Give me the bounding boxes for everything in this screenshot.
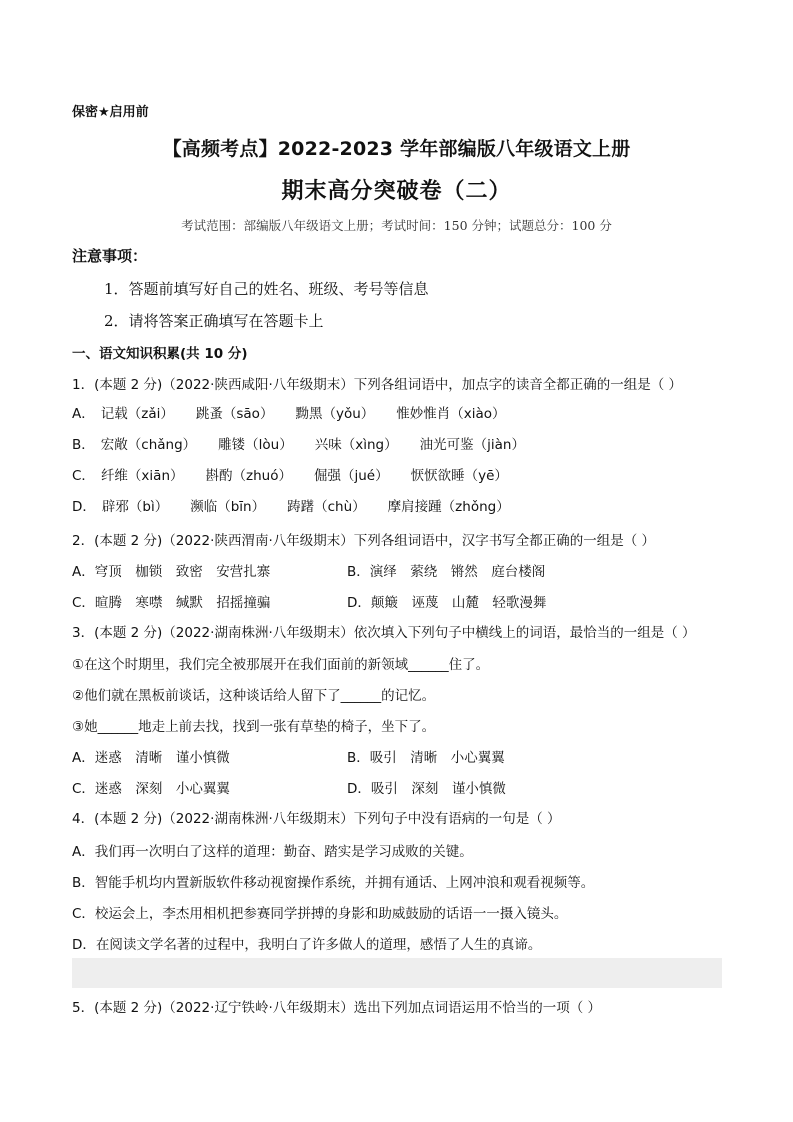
question-3-stem: 3．(本题 2 分)（2022·湖南株洲·八年级期末）依次填入下列句子中横线上的词语，最恰当的一组是（ ） [72, 625, 696, 641]
question-1-option-d [72, 495, 532, 515]
question-3-sentence-2: ②他们就在黑板前谈话，这种谈话给人留下了______的记忆。 [72, 688, 436, 704]
question-4-option-c: C．校运会上，李杰用相机把参赛同学拼搏的身影和助威鼓励的话语一一摄入镜头。 [72, 906, 568, 922]
question-3-option-b: B．吸引 清晰 小心翼翼 [347, 750, 505, 766]
question-3-option-a: A．迷惑 清晰 谨小慎微 [72, 750, 230, 766]
option-word: 惟妙惟肖（xiào） [396, 406, 506, 422]
question-1-option-c [72, 464, 530, 484]
question-2-option-a: A．穹顶 枷锁 致密 安营扎寨 [72, 564, 271, 580]
option-letter: B． [72, 437, 95, 453]
option-word: 纤维（xiān） [100, 468, 184, 484]
question-2-option-d: D．颠簸 诬蔑 山麓 轻歌漫舞 [347, 595, 547, 611]
question-4-option-a: A．我们再一次明白了这样的道理：勤奋、踏实是学习成败的关键。 [72, 844, 473, 860]
option-word: 兴味（xìng） [314, 437, 398, 453]
option-letter: A． [72, 406, 95, 422]
exam-title: 【高频考点】2022-2023 学年部编版八年级语文上册 [162, 138, 631, 160]
exam-subtitle: 期末高分突破卷（二） [281, 179, 512, 204]
placeholder-bar [72, 958, 722, 988]
question-4-stem: 4．(本题 2 分)（2022·湖南株洲·八年级期末）下列句子中没有语病的一句是（ ） [72, 811, 561, 827]
question-3-option-c: C．迷惑 深刻 小心翼翼 [72, 781, 230, 797]
question-3-option-d: D．吸引 深刻 谨小慎微 [347, 781, 506, 797]
notice-title: 注意事项： [72, 247, 148, 265]
question-2-option-c: C．暄腾 寒噤 缄默 招摇撞骗 [72, 595, 271, 611]
option-word: 辟邪（bì） [101, 499, 169, 515]
confidential-label: 保密★启用前 [72, 105, 149, 120]
question-4-option-b: B．智能手机均内置新版软件移动视窗操作系统，并拥有通话、上网冲浪和观看视频等。 [72, 875, 595, 891]
option-word: 油光可鉴（jiàn） [419, 437, 525, 453]
option-word: 记载（zǎi） [100, 406, 174, 422]
option-letter: D． [72, 499, 96, 515]
question-1-option-b [72, 433, 547, 453]
question-3-sentence-1: ①在这个时期里，我们完全被那展开在我们面前的新领域______住了。 [72, 657, 490, 673]
exam-info: 考试范围：部编版八年级语文上册；考试时间：150 分钟；试题总分：100 分 [181, 218, 612, 233]
notice-item: 2．请将答案正确填写在答题卡上 [104, 312, 324, 330]
option-word: 恹恹欲睡（yē） [410, 468, 508, 484]
option-word: 倔强（jué） [313, 468, 389, 484]
notice-item: 1．答题前填写好自己的姓名、班级、考号等信息 [104, 280, 429, 298]
option-word: 踌躇（chù） [287, 499, 366, 515]
question-5-stem: 5．(本题 2 分)（2022·辽宁铁岭·八年级期末）选出下列加点词语运用不恰当的一项（ ） [72, 1000, 602, 1016]
section-title: 一、语文知识积累(共 10 分) [72, 346, 248, 362]
question-3-sentence-3: ③她______地走上前去找，找到一张有草垫的椅子，坐下了。 [72, 719, 436, 735]
option-word: 雕镂（lòu） [218, 437, 293, 453]
question-1-option-a [72, 402, 528, 422]
option-word: 摩肩接踵（zhǒng） [387, 499, 510, 515]
option-letter: C． [72, 468, 95, 484]
option-word: 斟酌（zhuó） [205, 468, 292, 484]
question-4-option-d: D．在阅读文学名著的过程中，我明白了许多做人的道理，感悟了人生的真谛。 [72, 937, 542, 953]
option-word: 跳蚤（sāo） [195, 406, 274, 422]
question-1-stem: 1．(本题 2 分)（2022·陕西咸阳·八年级期末）下列各组词语中，加点字的读音全都正确的一组是（ ） [72, 377, 683, 393]
option-word: 濒临（bīn） [190, 499, 266, 515]
question-2-stem: 2．(本题 2 分)（2022·陕西渭南·八年级期末）下列各组词语中，汉字书写全都正确的一组是（ ） [72, 533, 656, 549]
option-word: 宏敞（chǎng） [100, 437, 197, 453]
option-word: 黝黑（yǒu） [295, 406, 375, 422]
question-2-option-b: B．演绎 萦绕 锵然 庭台楼阁 [347, 564, 546, 580]
